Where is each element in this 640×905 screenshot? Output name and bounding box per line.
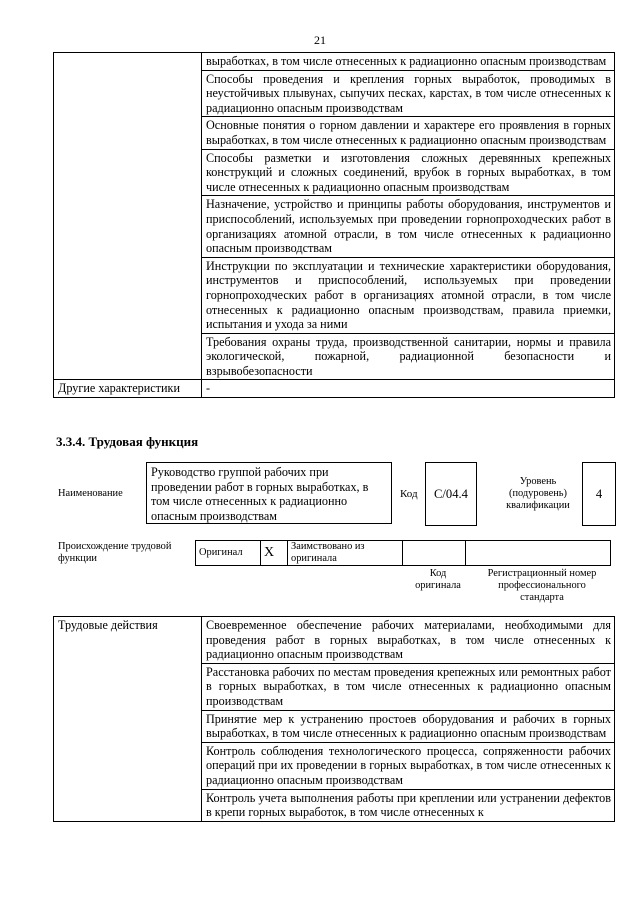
- table-cell: Назначение, устройство и принципы работы оборудования, инструментов и приспособлений, используемых при проведении горнопроходческих работ в организациях атомной отрасли, в том числе отнесенных к радиационно опасным производствам: [202, 196, 615, 257]
- borrowed-label: Заимствовано из оригинала: [288, 541, 403, 566]
- original-label: Оригинал: [196, 541, 261, 566]
- labor-actions-table: [53, 616, 615, 822]
- section-title: 3.3.4. Трудовая функция: [56, 434, 199, 449]
- other-characteristics-label: Другие характеристики: [54, 380, 202, 398]
- table-cell: Расстановка рабочих по местам проведения крепежных или ремонтных работ в горных выработках, в том числе отнесенных к радиационно опасным производствам: [202, 663, 615, 710]
- code-label: Код: [400, 488, 418, 500]
- original-mark: X: [261, 541, 288, 566]
- table-cell: Своевременное обеспечение рабочих материалами, необходимыми для проведения работ в горных выработках, в том числе отнесенных к радиационно опасным производствам: [202, 617, 615, 664]
- table-cell: Способы разметки и изготовления сложных деревянных крепежных конструкций и сложных соединений, врубок в горных выработках, в том числе отнесенных к радиационно опасным производствам: [202, 149, 615, 196]
- registration-caption: Регистрационный номер профессионального стандарта: [487, 568, 597, 603]
- function-code-box: C/04.4: [425, 462, 477, 526]
- registration-number-cell: [466, 541, 611, 566]
- level-value-box: 4: [582, 462, 616, 526]
- table-row: [54, 53, 615, 71]
- table-cell: Контроль учета выполнения работы при креплении или устранении дефектов в крепи горных выработок, в том числе отнесенных к: [202, 789, 615, 821]
- table-cell: Инструкции по эксплуатации и технические характеристики оборудования, инструментов и приспособлений, используемых при проведении горнопроходческих работ в организациях атомной отрасли, в том числе отнесенных к радиационно опасным производствам, правила приемки, испытания и ухода за ними: [202, 257, 615, 333]
- table-cell: Способы проведения и крепления горных выработок, проводимых в неустойчивых плывунах, сыпучих песках, карстах, в том числе отнесенных к радиационно опасным производствам: [202, 70, 615, 117]
- origin-table: [195, 540, 611, 566]
- other-characteristics-value: -: [202, 380, 615, 398]
- table-cell: Требования охраны труда, производственной санитарии, нормы и правила экологической, пожарной, радиационной безопасности и взрывобезопасности: [202, 333, 615, 380]
- table-cell: Контроль соблюдения технологического процесса, сопряженности рабочих операций при их проведении в горных выработках, в том числе отнесенных к радиационно опасным производствам: [202, 742, 615, 789]
- table-cell: Основные понятия о горном давлении и характере его проявления в горных выработках, в том числе отнесенных к радиационно опасным производствам: [202, 117, 615, 149]
- table-cell: Принятие мер к устранению простоев оборудования и рабочих в горных выработках, в том числе отнесенных к радиационно опасным производствам: [202, 710, 615, 742]
- name-label: Наименование: [58, 488, 123, 499]
- table-row: [54, 617, 615, 664]
- origin-label: Происхождение трудовой функции: [58, 541, 172, 564]
- labor-actions-label: Трудовые действия: [54, 617, 202, 822]
- original-code-cell: [403, 541, 466, 566]
- table-row: [196, 541, 611, 566]
- table-row: [54, 380, 615, 398]
- level-label: Уровень (подуровень) квалификации: [506, 476, 570, 511]
- code-caption: Код оригинала: [415, 568, 461, 591]
- knowledge-table: [53, 52, 615, 398]
- table-left-cell: [54, 53, 202, 380]
- function-name-box: Руководство группой рабочих при проведении работ в горных выработках, в том числе отнесенных к радиационно опасным производствам: [146, 462, 392, 524]
- table-cell: выработках, в том числе отнесенных к радиационно опасным производствам: [202, 53, 615, 71]
- page-number: 21: [314, 33, 326, 47]
